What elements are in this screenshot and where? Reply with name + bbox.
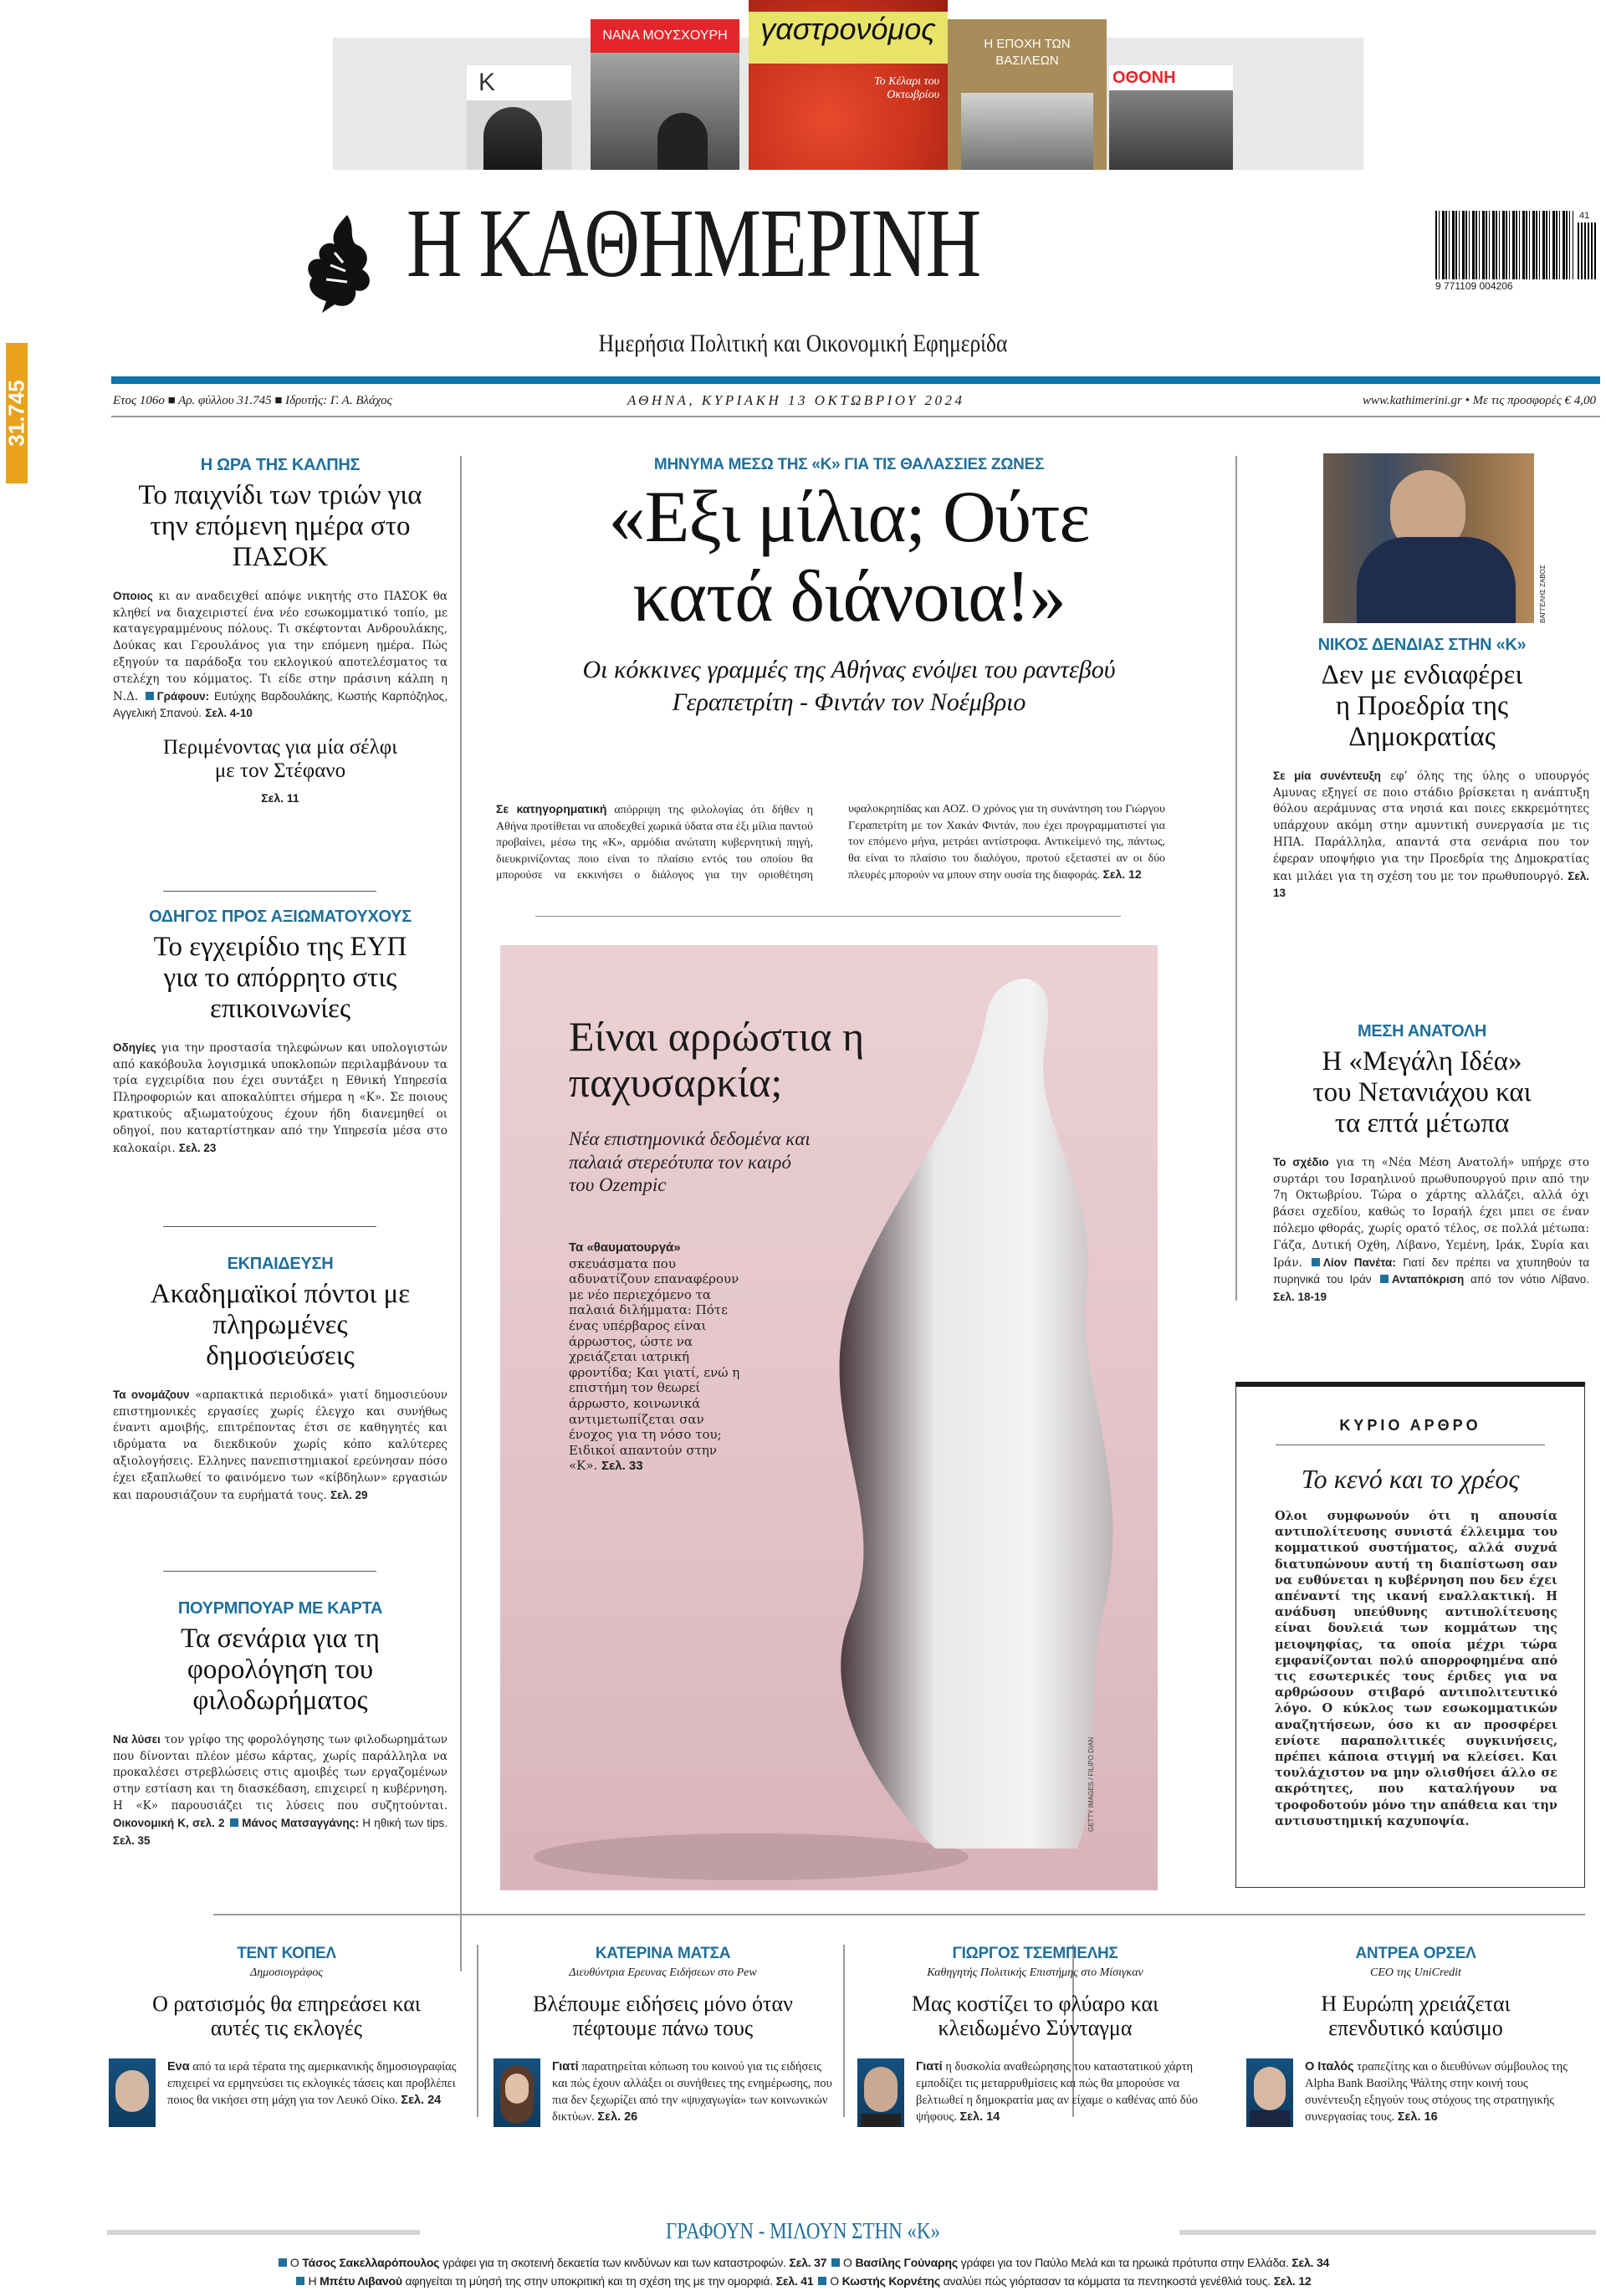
contributors-rule-left xyxy=(107,2230,420,2235)
story-headline[interactable]: Τα σενάρια για τη φορολόγηση του φιλοδωρήματος xyxy=(181,1624,380,1716)
opinion-column[interactable] xyxy=(857,1945,1213,2127)
story-kicker: ΟΔΗΓΟΣ ΠΡΟΣ ΑΞΙΩΜΑΤΟΥΧΟΥΣ xyxy=(149,908,412,926)
contributors-line-2 xyxy=(0,2274,1606,2288)
contributor-item[interactable]: Ο Τάσος Σακελλαρόπουλος γράφει για τη σκοτεινή δεκαετία των κινδύνων και των καταστροφών. Σελ. 37 xyxy=(277,2256,826,2269)
editorial-label: ΚΥΡΙΟ ΑΡΘΡΟ xyxy=(1339,1417,1481,1434)
feature-subhead: Νέα επιστημονικά δεδομένα και παλαιά στερεότυπα τον καιρό του Ozempic xyxy=(569,1128,811,1196)
photo-credit: GETTY IMAGES / FILIPO DIAN xyxy=(1087,1736,1095,1832)
bullet-square-icon xyxy=(146,692,154,700)
story-body: Οδηγίες για την προστασία τηλεφώνων και υπολογιστών από κακόβουλα λογισμικά υποκλοπών περιλαμβάνουν τα τρία εγχειρίδια που έχει συντάξει η Εθνική Υπηρεσία Πληροφοριών και αποκαλύπτει σήμερα η «Κ». Σε ποιους κρατικούς αξιωματούχους έχουν ήδη διανεμηθεί οι οδηγοί, που καταρτίστηκαν από την Υπηρεσία μέσα στο καλοκαίρι. Σελ. 23 xyxy=(113,1041,448,1155)
column-divider xyxy=(1235,456,1237,1301)
column-divider xyxy=(477,1945,478,2117)
page-ref: Σελ. 29 xyxy=(330,1488,368,1501)
story-kicker: ΕΚΠΑΙΔΕΥΣΗ xyxy=(227,1255,334,1273)
page-ref: Σελ. 35 xyxy=(113,1833,151,1847)
contributor-item[interactable]: Ο Κωστής Κορνέτης αναλύει πώς γιόρτασαν τα κόμματα τα πεντηκοστά γενέθλιά τους. Σελ. 12 xyxy=(816,2274,1311,2288)
opinion-column[interactable] xyxy=(109,1945,464,2127)
story-body: Σε μία συνέντευξη εφ’ όλης της ύλης ο υπουργός Αμυνας εξηγεί σε ποιο στάδιο βρίσκεται η ανάπτυξη θόλου αεράμυνας στα νησιά και ποιες εκκρεμότητες υπάρχουν ακόμη στην αμυντική συνεργασία με τις ΗΠΑ. Παράλληλα, απαντά στα σενάρια που τον έφεραν υποψήφιο για την Προεδρία της Δημοκρατίας και μιλάει για τη σχέση του με τον πρωθυπουργό. Σελ. 13 xyxy=(1273,769,1590,900)
story-headline[interactable]: Το εγχειρίδιο της ΕΥΠ για το απόρρητο στις επικοινωνίες xyxy=(153,932,407,1024)
story-eyp[interactable] xyxy=(113,908,448,1157)
griffin-logo-icon xyxy=(297,211,381,315)
story-body: Τα ονομάζουν «αρπακτικά περιοδικά» γιατί δημοσιεύουν επιστημονικές εργασίες χωρίς έλεγχο και συνήθως έναντι αμοιβής, επιτρέποντας έτσι σε καθηγητές και ιδρύματα να διεκδικούν χωρίς κόπο καλύτερες αξιολογήσεις. Ελληνες πανεπιστημιακοί ερεύνησαν πόσο έχει εξαπλωθεί το φαινόμενο των «κίβδηλων» εργασιών και παρουσιάζουν τα ευρήματά τους. Σελ. 29 xyxy=(113,1388,448,1502)
opinion-role: Δημοσιογράφος xyxy=(250,1966,323,1979)
lead-headline[interactable]: «Εξι μίλια; Ούτε κατά διάνοια!» xyxy=(608,477,1090,638)
story-body: Να λύσει τον γρίφο της φορολόγησης των φιλοδωρημάτων που δίνονται πλέον μέσω κάρτας, χωρίς παράλληλα να προκαλέσει στρεβλώσεις στις αμοιβές των εργαζομένων στην εστίαση και τη διασκέδαση, επιχειρεί η κυβέρνηση. Η «Κ» παρουσιάζει τις λύσεις που συζητούνται. Οικονομική Κ, σελ. 2 Μάνος Ματσαγγάνης: Η ηθική των tips. Σελ. 35 xyxy=(113,1732,448,1847)
supplement-cover-epochi-vasileon[interactable] xyxy=(948,19,1107,170)
lead-subhead: Οι κόκκινες γραμμές της Αθήνας ενόψει του ραντεβού Γεραπετρίτη - Φιντάν τον Νοέμβριο xyxy=(582,656,1116,717)
opinion-author: ΤΕΝΤ ΚΟΠΕΛ xyxy=(237,1945,336,1962)
feature-photo[interactable] xyxy=(500,945,1158,1890)
opinion-author: ΓΙΩΡΓΟΣ ΤΣΕΜΠΕΛΗΣ xyxy=(952,1945,1118,1962)
feature-headline[interactable]: Είναι αρρώστια η παχυσαρκία; xyxy=(569,1013,865,1106)
lead-story[interactable] xyxy=(473,456,1225,718)
page-ref: Σελ. 14 xyxy=(959,2110,1000,2125)
contributors-title: ΓΡΑΦΟΥΝ - ΜΙΛΟΥΝ ΣΤΗΝ «Κ» xyxy=(666,2218,940,2243)
page-ref: Σελ. 26 xyxy=(597,2110,638,2125)
page-ref: Σελ. 12 xyxy=(1102,867,1142,882)
story-kicker: ΜΕΣΗ ΑΝΑΤΟΛΗ xyxy=(1358,1022,1486,1041)
author-photo xyxy=(109,2058,156,2127)
supplement-label: γαστρονόμος xyxy=(749,12,948,64)
story-kicker: ΠΟΥΡΜΠΟΥΑΡ ΜΕ ΚΑΡΤΑ xyxy=(177,1599,383,1618)
opinion-role: CEO της UniCredit xyxy=(1370,1966,1461,1979)
lead-divider xyxy=(535,916,1121,917)
story-divider xyxy=(163,1571,376,1572)
date-line: ΑΘΗΝΑ, ΚΥΡΙΑΚΗ 13 ΟΚΤΩΒΡΙΟΥ 2024 xyxy=(627,392,965,408)
newspaper-title: Η ΚΑΘΗΜΕΡΙΝΗ xyxy=(407,188,980,298)
supplement-label: K xyxy=(478,69,496,96)
supplement-label: Η ΕΠΟΧΗ ΤΩΝ ΒΑΣΙΛΕΩΝ xyxy=(984,37,1071,68)
editorial-title[interactable]: Το κενό και το χρέος xyxy=(1301,1464,1520,1494)
supplement-cover-gastronomos[interactable] xyxy=(749,0,948,170)
supplement-cover-othoni[interactable] xyxy=(1109,65,1233,170)
opinion-body: Γιατί η δυσκολία αναθεώρησης του καταστατικού χάρτη εμποδίζει τις μεταρρυθμίσεις και πώς θα μπορούσε να βελτιωθεί η δημοκρατία μας αν είχαμε ο καθένας από δύο ψήφους. Σελ. 14 xyxy=(916,2060,1199,2125)
page-ref: Σελ. 16 xyxy=(1397,2110,1438,2125)
story-body: Το σχέδιο για τη «Νέα Μέση Ανατολή» υπήρχε στο συρτάρι του Ισραηλινού πρωθυπουργού πριν από την 7η Οκτωβρίου. Τώρα ο χάρτης αλλάζει, αλλά όχι βάσει σχεδίου, καθώς το Ισραήλ έχει μπει σε έναν πόλεμο φθοράς, χωρίς ορατό τέλος, σε πολλά μέτωπα: Γάζα, Δυτική Οχθη, Λίβανο, Υεμένη, Ιράκ, Συρία και Ιράν. Λίον Πανέτα: Γιατί δεν πρέπει να χτυπηθούν τα πυρηνικά του Ιράν Ανταπόκριση από τον νότιο Λίβανο. Σελ. 18-19 xyxy=(1273,1155,1589,1304)
bullet-square-icon xyxy=(1312,1258,1320,1266)
opinion-role: Καθηγητής Πολιτικής Επιστήμης στο Μίσιγκαν xyxy=(927,1966,1143,1979)
opinion-body: Γιατί παρατηρείται κόπωση του κοινού για τις ειδήσεις και πώς έχουν αλλάξει οι συνήθειες της ενημέρωσης, που πια δεν ξεχωρίζει από την «ψυχαγωγία» των κοινωνικών δικτύων. Σελ. 26 xyxy=(552,2060,832,2125)
page-ref: Σελ. 13 xyxy=(1273,869,1590,900)
lead-story-body: Σε κατηγορηματική απόρριψη της φιλολογίας ότι δήθεν η Αθήνα προτίθεται να αποδεχθεί χωρικά ύδατα στα έξι μίλια παντού προβαίνει, μέσω της «Κ», αρμόδια ανώτατη κυβερνητική πηγή, διευκρινίζοντας ποιο είναι το πλαίσιο εντός του οποίου θα μπορούσε να εκκινήσει ο διάλογος για την οριοθέτηση υφαλοκρηπίδας και ΑΟΖ. Ο χρόνος για τη συνάντηση του Γιώργου Γεραπετρίτη με τον Χακάν Φιντάν, που έχει προγραμματιστεί για τον επόμενο μήνα, μετράει αντίστροφα. Αντικείμενό της, πάντως, θα είναι το πλαίσιο του διαλόγου, προτού εξεταστεί αν οι δύο πλευρές μπορούν να μπουν στην ουσία της διαφοράς. Σελ. 12 xyxy=(496,802,1165,882)
page-ref: Σελ. 11 xyxy=(261,791,299,805)
page-ref: Σελ. 24 xyxy=(401,2094,442,2108)
story-dendias[interactable] xyxy=(1255,636,1589,903)
opinion-author: ΚΑΤΕΡΙΝΑ ΜΑΤΣΑ xyxy=(595,1945,731,1962)
barcode-addon: 41 xyxy=(1579,211,1590,221)
story-headline[interactable]: Ακαδημαϊκοί πόντοι με πληρωμένες δημοσιεύσεις xyxy=(150,1279,411,1371)
story-headline[interactable]: Δεν με ενδιαφέρει η Προεδρία της Δημοκρατίας xyxy=(1321,660,1523,752)
page-ref: Σελ. 23 xyxy=(178,1141,217,1154)
dendias-photo[interactable] xyxy=(1323,453,1534,623)
story-body: Οποιος κι αν αναδειχθεί απόψε νικητής στο ΠΑΣΟΚ θα κληθεί να διαχειριστεί ένα νέο εσωκομματικό τοπίο, με καταγεγραμμένους πόλους. Τι σκέφτονται Ανδρουλάκης, Δούκας και Γερουλάνος για την επόμενη ημέρα. Πώς εξηγούν τα παράδοξα του εκλογικού αποτελέσματος τα στελέχη του κόμματος. Τι είδε στην πράσινη κάλπη η Ν.Δ. Γράφουν: Ευτύχης Βαρδουλάκης, Κωστής Καρπόζηλος, Αγγελική Σπανού. Σελ. 4-10 xyxy=(113,589,448,720)
story-predatory-journals[interactable] xyxy=(113,1255,448,1504)
opinion-column[interactable] xyxy=(494,1945,832,2127)
contributors-rule-right xyxy=(1179,2230,1596,2235)
column-divider xyxy=(843,1945,845,2117)
bullet-square-icon xyxy=(818,2277,826,2285)
supplement-cover-nana-mouskouri[interactable] xyxy=(591,19,739,170)
contributor-item[interactable]: Ο Βασίλης Γούναρης γράφει για τον Παύλο Μελά και τα ηρωικά πρότυπα στην Ελλάδα. Σελ. 34 xyxy=(830,2256,1329,2269)
story-headline[interactable]: Το παιχνίδι των τριών για την επόμενη ημέρα στο ΠΑΣΟΚ xyxy=(138,480,422,572)
sub-headline[interactable]: Περιμένοντας για μία σέλφι με τον Στέφανο xyxy=(163,736,397,783)
masthead-bottom-rule xyxy=(111,416,1600,417)
page-ref: Σελ. 18-19 xyxy=(1273,1291,1327,1304)
supplement-subtitle: Το Κέλαρι του Οκτωβρίου xyxy=(874,75,939,101)
feature-body: Τα «θαυματουργά» σκευάσματα που αδυνατίζουν επαναφέρουν με νέο περιεχόμενο τα παλαιά διλήμματα: Πότε ένας υπέρβαρος είναι άρρωστος, ώστε να χρειάζεται ιατρική φροντίδα; Και γιατί, ενώ η επιστήμη τον θεωρεί άρρωστο, κοινωνικά αντιμετωπίζεται σαν ένοχος για τη νόσο του; Ειδικοί απαντούν στην «Κ». Σελ. 33 xyxy=(569,1240,740,1474)
issue-info: Ετος 106ο ■ Αρ. φύλλου 31.745 ■ Ιδρυτής: Γ. Α. Βλάχος xyxy=(113,394,392,407)
story-kicker: Η ΩΡΑ ΤΗΣ ΚΑΛΠΗΣ xyxy=(200,456,361,474)
opinion-role: Διευθύντρια Ερευνας Ειδήσεων στο Pew xyxy=(569,1966,757,1979)
photo-credit: ΒΑΓΓΕΛΗΣ ΖΑΒΟΣ xyxy=(1539,565,1547,623)
story-kicker: ΝΙΚΟΣ ΔΕΝΔΙΑΣ ΣΤΗΝ «Κ» xyxy=(1317,636,1527,654)
story-tips[interactable] xyxy=(113,1599,448,1849)
editorial-body: Ολοι συμφωνούν ότι η απουσία αντιπολίτευσης συνιστά έλλειμμα του κομματικού συστήματος, αλλά συχνά διατυπώνουν αυτή τη διαπίστωση σαν να ευθύνεται η κυβέρνηση που δεν έχει απέναντί της ικανή εναλλακτική. Η ανάδυση υπεύθυνης αντιπολίτευσης είναι δουλειά των κομμάτων της μειοψηφίας, τα οποία μέχρι τώρα εμφανίζονται πολύ απορροφημένα από τις εσωτερικές τους έριδες για να αρθρώσουν στιβαρό αντιπολιτευτικό λόγο. Ο κύκλος των εσωκομματικών αναζητήσεων, όσο κι αν προσφέρει ενίοτε παραπολιτικές συγκινήσεις, πρέπει κάποια στιγμή να κλείσει. Και τουλάχιστον να μην ολισθήσει άλλο σε ακρότητες, που καταλήγουν να τροφοδοτούν μόνο την απάθεια και την αντισυστημική καχυποψία. xyxy=(1275,1509,1557,1828)
barcode xyxy=(1435,211,1598,294)
bullet-square-icon xyxy=(1380,1275,1389,1283)
website-price: www.kathimerini.gr • Με τις προσφορές € 4,00 xyxy=(1362,394,1596,407)
tagline: Ημερήσια Πολιτική και Οικονομική Εφημερίδα xyxy=(598,330,1008,357)
lead-kicker: ΜΗΝΥΜΑ ΜΕΣΩ ΤΗΣ «Κ» ΓΙΑ ΤΙΣ ΘΑΛΑΣΣΙΕΣ ΖΩΝΕΣ xyxy=(653,456,1045,473)
author-photo xyxy=(494,2058,540,2127)
opinion-headline[interactable]: Βλέπουμε ειδήσεις μόνο όταν πέφτουμε πάνω τους xyxy=(533,1992,793,2041)
opinion-column[interactable] xyxy=(1246,1945,1585,2127)
section-divider xyxy=(213,1914,1585,1915)
page-ref: Σελ. 4-10 xyxy=(205,707,253,720)
author-photo xyxy=(857,2058,904,2127)
opinion-body: Ενα από τα ιερά τέρατα της αμερικανικής δημοσιογραφίας επιχειρεί να ερμηνεύσει τις εκλογικές τάσεις και προβλέπει ποιος θα νικήσει στη μάχη για τον Λευκό Οίκο. Σελ. 24 xyxy=(167,2060,457,2108)
opinion-author: ΑΝΤΡΕΑ ΟΡΣΕΛ xyxy=(1355,1945,1476,1962)
story-headline[interactable]: Η «Μεγάλη Ιδέα» του Νετανιάχου και τα επτά μέτωπα xyxy=(1312,1046,1532,1138)
contributors-line-1 xyxy=(0,2256,1606,2269)
contributor-item[interactable]: Η Μπέτυ Λιβανού αφηγείται τη μύησή της στην υποκριτική και τη σχέση της με την ομορφιά. Σελ. 41 xyxy=(294,2274,813,2288)
bullet-square-icon xyxy=(296,2277,304,2285)
opinion-headline[interactable]: Η Ευρώπη χρειάζεται επενδυτικό καύσιμο xyxy=(1321,1992,1511,2041)
opinion-headline[interactable]: Ο ρατσισμός θα επηρεάσει και αυτές τις εκλογές xyxy=(152,1992,421,2041)
masthead-rule xyxy=(111,376,1600,384)
column-divider xyxy=(460,456,462,1971)
issue-number-badge: 31.745 xyxy=(6,343,28,483)
supplement-label: ΝΑΝΑ ΜΟΥΣΧΟΥΡΗ xyxy=(591,19,739,53)
story-pasok[interactable] xyxy=(113,456,448,805)
editorial-box[interactable] xyxy=(1235,1382,1585,1888)
bullet-square-icon xyxy=(230,1818,238,1827)
supplement-cover-k[interactable] xyxy=(467,65,571,170)
opinion-body: Ο Ιταλός τραπεζίτης και ο διευθύνων σύμβουλος της Alpha Bank Βασίλης Ψάλτης στην κοινή τους συνέντευξη εξηγούν τους στόχους της στρατηγικής συνεργασίας τους. Σελ. 16 xyxy=(1305,2060,1568,2125)
opinion-headline[interactable]: Μας κοστίζει το φλύαρο και κλειδωμένο Σύνταγμα xyxy=(911,1992,1159,2041)
story-divider xyxy=(163,891,376,892)
story-divider xyxy=(163,1226,376,1227)
bullet-square-icon xyxy=(831,2258,840,2267)
story-netanyahu[interactable] xyxy=(1255,1022,1589,1307)
bullet-square-icon xyxy=(279,2258,287,2267)
author-photo xyxy=(1246,2058,1293,2127)
supplement-label: ΟΘΟΝΗ xyxy=(1112,69,1176,87)
barcode-number: 9 771109 004206 xyxy=(1435,280,1513,292)
page-ref: Σελ. 33 xyxy=(601,1459,643,1474)
